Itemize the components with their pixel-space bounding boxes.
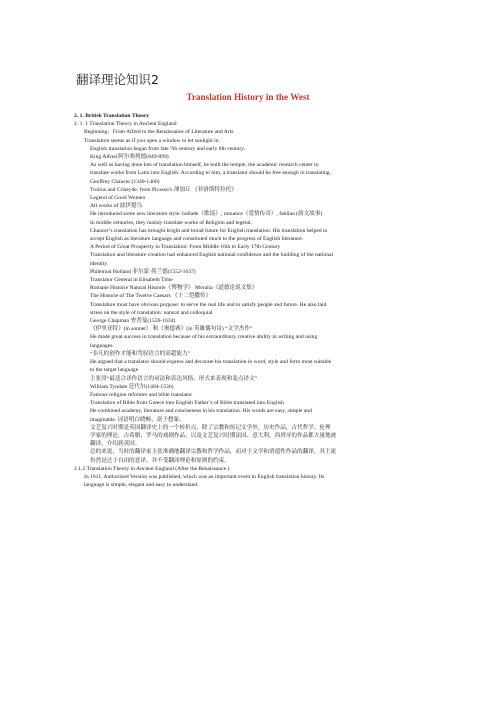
text-line: Geoffrey Chaucer (1340-1400): [90, 178, 160, 185]
text-line: 仍然是过于自由的意译，并不受翻译理论和原则的约束。: [90, 457, 230, 464]
text-line: 《伊里亚特》(in sonnet） 和《奥德赛》(in 英雄偶句诗) “文学杰作”: [90, 326, 253, 333]
text-line: George Chapman 查普曼(1559-1634): [90, 318, 176, 325]
text-line: 翻译、介绍到英国。: [90, 441, 141, 448]
text-line: English translation began from late 7th century and early 8th century.: [90, 145, 246, 152]
document-title: 翻译理论知识2: [76, 72, 159, 87]
text-line: 总的来说，当时的翻译家主张准确地翻译宗教和哲学作品，而对于文学和消遣性作品的翻译，其主流: [90, 449, 337, 456]
text-line: language is simple, elegant and easy to understand.: [84, 482, 199, 489]
text-line: Translation seems as if you open a window to let sunlight in .: [84, 137, 222, 144]
text-line: Famous religion reformer and bible translator: [90, 391, 193, 398]
text-line: 2. 1. 1 Translation Theory in Ancient England: [74, 121, 177, 128]
text-line: A Period of Great Prosperity in Translation: From Middle 16th to Early 17th Century: [90, 244, 281, 251]
text-line: Philemon Holland 菲尔蒙·荷兰德(1552-1637): [90, 268, 196, 275]
text-line: In 1611, Authorized Version was published, which was an important event in English translation history. Its: [84, 473, 325, 480]
text-line: stress on the style of translation: natural and colloquial: [90, 309, 213, 316]
text-line: translate works from Latin into English. According to him, a translator should be free enough in translating.: [90, 170, 331, 177]
text-line: Legend of Good Women: [90, 195, 146, 202]
text-line: Translation must have obvious purpose: to serve the real life and to satisfy people and future. He also laid: [90, 301, 327, 308]
text-line: languages.: [90, 342, 114, 349]
document-body: [74, 112, 430, 489]
text-line: He argued that a translator should express and decorate his translation in word, style and form most suitable: [90, 359, 332, 366]
text-line: King Alfred 阿尔弗列德(849-899): [90, 154, 169, 161]
text-line: As well as having done lots of translation himself, he built the temple, the academic research center to: [90, 162, 319, 169]
text-line: Translator General in Elisabeth Time: [90, 277, 173, 284]
text-line: Romane Historie Natural Historie《博物学》 Moralia《道德论说文集》: [90, 285, 258, 292]
text-line: “非凡的创作才能和驾驭语言的高超能力”: [90, 350, 191, 357]
text-line: Beginning：From Alfred to the Renaissance of Literature and Arts: [84, 129, 234, 136]
text-line: He made great success in translation because of his extraordinary creative ability in writing and using: [90, 334, 318, 341]
text-line: In middle centuries, they mainly translate works of Religion and legend.: [90, 219, 252, 226]
text-line: accept English as literature language and constituted much to the progress of English literature.: [90, 236, 304, 243]
text-line: Troilus and Criseyde: from Picasso’s 薄加丘 《菲洛斯特拉托》: [90, 186, 237, 193]
text-line: 文艺复兴时期是英国翻译史上的一个转折点，除了宗教和传记文学外，历史作品，古代哲学、伦理: [90, 424, 331, 431]
text-line: 学家的理论，古希腊、罗马的戏剧作品，以及文艺复兴时期法国、意大利、西班牙的作品都大量地被: [90, 432, 337, 439]
text-line: All works of 波伊提乌: [90, 203, 143, 210]
text-line: He combined academy, literature and conciseness in his translation. His words are easy, simple and: [90, 408, 312, 415]
text-line: 2.1.2 Translation Theory in Ancient England (After the Renaissance ): [74, 465, 230, 472]
text-line: 主张用“最适合译作语言的词法和表达风格、形式来表现和装点译文”: [90, 375, 258, 382]
section-headline: Translation History in the West: [186, 92, 310, 102]
text-line: William Tyndale 廷代尔(1484-1536): [90, 383, 174, 390]
text-line: 2. 1. British Translation Theory: [74, 113, 150, 119]
text-line: Chaucer’s translation has brought bright and broad future for English translation. His translation helped to: [90, 227, 328, 234]
text-line: Translation and literature creation had enhanced English national confidence and the building of the national: [90, 252, 334, 259]
text-line: identity.: [90, 260, 109, 267]
text-line: Translation of Bible from Greece into English Father’s of Bible translated into English: [90, 400, 284, 407]
text-line: He introduced some new literature style: ballade（歌谣）, romance（爱情传奇）, fabliau (韵文故事): [90, 211, 323, 218]
text-line: to the target language: [90, 367, 139, 374]
text-line: imaginable. 词语明白晓畅，富于想象。: [90, 416, 185, 423]
text-line: The Historie of The Twelve Caesars 《十二恺撒传》: [90, 293, 212, 300]
